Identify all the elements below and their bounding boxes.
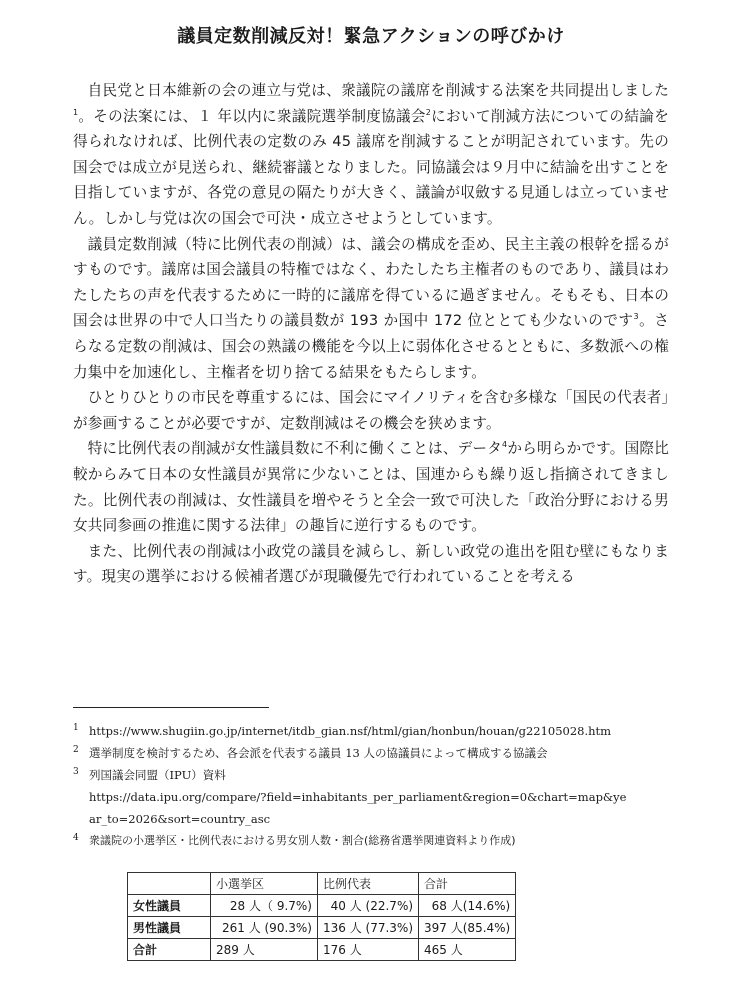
footnote-2 [73, 742, 683, 764]
footnote-ref[interactable]: 1 [73, 107, 79, 117]
footnote-text: 衆議院の小選挙区・比例代表における男女別人数・割合(総務省選挙関連資料より作成) [89, 834, 516, 847]
table-header: 小選挙区 [211, 873, 318, 895]
table-cell: 397 人(85.4%) [419, 917, 516, 939]
paragraph: 特に比例代表の削減が女性議員数に不利に働くことは、データ$^4$から明らかです。国際比較からみて日本の女性議員が異常に少ないことは、国連からも繰り返し指摘されてきました。比例代表の削減は、女性議員を増やそうと全会一致で可決した「政治分野における男女共同参画の推進に関する法律」の趣旨に逆行するものです。 [73, 440, 669, 535]
table-header: 比例代表 [318, 873, 419, 895]
footnote-1 [73, 720, 683, 742]
paragraph: ひとりひとりの市民を尊重するには、国会にマイノリティを含む多様な「国民の代表者」が参画することが必要ですが、定数削減はその機会を狭めます。 [73, 389, 669, 432]
table-cell: 68 人(14.6%) [419, 895, 516, 917]
footnote-link[interactable]: https://data.ipu.org/compare/?field=inhabitants_per_parliament&region=0&chart=map&ye [89, 790, 627, 804]
paragraph: 議員定数削減（特に比例代表の削減）は、議会の構成を歪め、民主主義の根幹を揺るがすものです。議席は国会議員の特権ではなく、わたしたち主権者のものであり、議員はわたしたちの声を代表するために一時的に議席を得ているに過ぎません。そもそも、日本の国会は世界の中で人口当たりの議員数が 193 か国中 172 位ととても少ないのです$^3$。さらなる定数の削減は、国会の熟議の機能を今以上に弱体化させるとともに、多数派への権力集中を加速化し、主権者を切り捨てる結果をもたらします。 [73, 235, 670, 381]
table-header: 合計 [419, 873, 516, 895]
table-cell: 136 人 (77.3%) [318, 917, 419, 939]
footnote-number: 4 [73, 833, 79, 843]
table-header-row [128, 873, 516, 895]
table-cell: 28 人（ 9.7%) [211, 895, 318, 917]
table-cell: 465 人 [419, 939, 516, 961]
footnote-text: 列国議会同盟（IPU）資料 [89, 768, 226, 782]
table-cell: 176 人 [318, 939, 419, 961]
footnote-ref[interactable]: 2 [425, 107, 432, 117]
footnotes [73, 720, 683, 852]
footnote-link[interactable]: https://www.shugiin.go.jp/internet/itdb_gian.nsf/html/gian/honbun/houan/g22105028.htm [89, 724, 612, 738]
footnote-number: 2 [73, 745, 79, 755]
table-cell: 261 人 (90.3%) [211, 917, 318, 939]
table-cell: 合計 [128, 939, 211, 961]
table-cell: 男性議員 [128, 917, 211, 939]
table-cell: 40 人 (22.7%) [318, 895, 419, 917]
table-row [128, 917, 516, 939]
footnote-number: 1 [73, 723, 79, 733]
paragraph: また、比例代表の削減は小政党の議員を減らし、新しい政党の進出を阻む壁にもなります。現実の選挙における候補者選びが現職優先で行われていることを考える [73, 542, 669, 586]
table-cell: 女性議員 [128, 895, 211, 917]
table-cell: 289 人 [211, 939, 318, 961]
footnote-ref[interactable]: 3 [633, 312, 639, 322]
footnote-text: 選挙制度を検討するため、各会派を代表する議員 13 人の協議員によって構成する協議会 [89, 746, 548, 760]
table-row [128, 939, 516, 961]
footnote-divider [73, 707, 269, 708]
footnote-4 [73, 830, 683, 852]
gender-table [127, 872, 516, 961]
table-header [128, 873, 211, 895]
paragraph: 自民党と日本維新の会の連立与党は、衆議院の議席を削減する法案を共同提出しました$^1$。その法案には、１ 年以内に衆議院選挙制度協議会$^2$において削減方法についての結論を得られなければ、比例代表の定数のみ 45 議席を削減することが明記されています。先の国会では成立が見送られ、継続審議となりました。同協議会は９月中に結論を出すことを目指していますが、各党の意見の隔たりが大きく、議論が収斂する見通しは立っていません。しかし与党は次の国会で可決・成立させようとしています。 [73, 82, 669, 227]
footnote-number: 3 [73, 767, 79, 777]
table-row [128, 895, 516, 917]
footnote-link-continued[interactable]: ar_to=2026&sort=country_asc [89, 812, 271, 826]
body-text [73, 78, 669, 590]
footnote-ref[interactable]: 4 [502, 440, 508, 450]
page-title: 議員定数削減反対！緊急アクションの呼びかけ [177, 26, 565, 47]
footnote-3 [73, 764, 683, 786]
